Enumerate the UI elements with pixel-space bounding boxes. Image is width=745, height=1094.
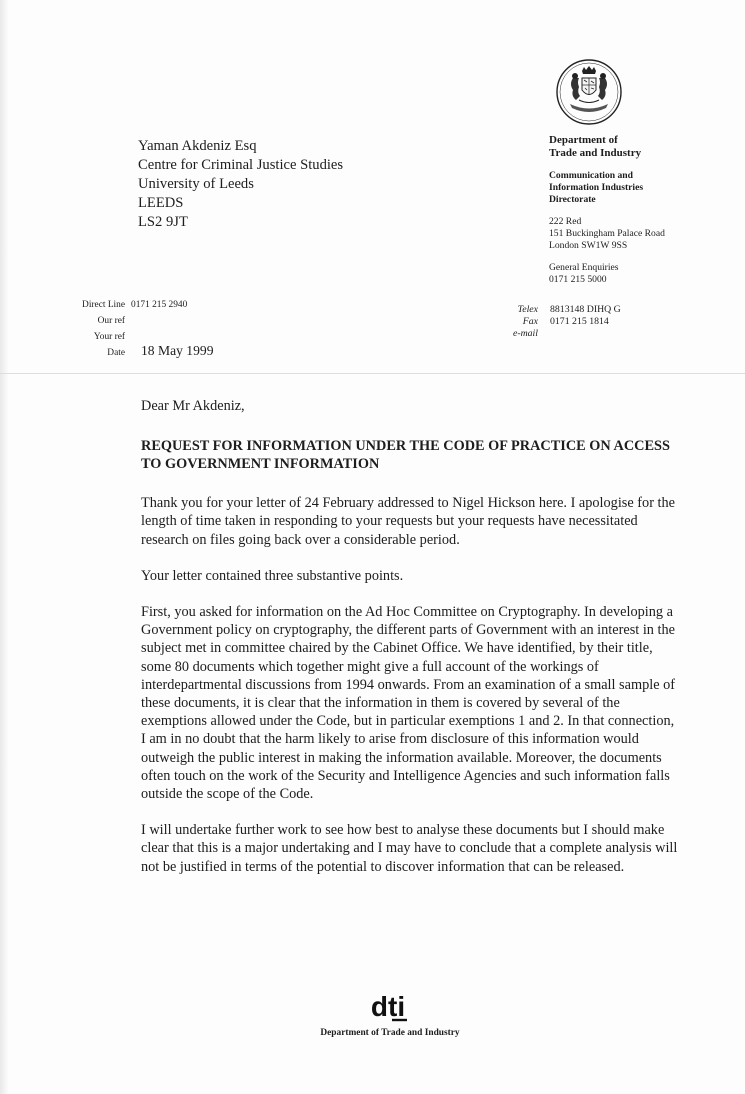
fax-value: 0171 215 1814	[550, 316, 609, 327]
our-ref-row	[40, 313, 220, 329]
recipient-address	[138, 137, 343, 232]
telex-row	[480, 304, 680, 316]
salutation: Dear Mr Akdeniz,	[141, 398, 245, 414]
dti-logo-text: dti	[370, 992, 406, 1022]
telex-label: Telex	[517, 304, 538, 315]
scan-edge-shadow	[0, 0, 8, 1094]
directorate-line: Information Industries	[549, 182, 644, 193]
footer-department-name: Department of Trade and Industry	[320, 1028, 460, 1038]
direct-line-value: 0171 215 2940	[131, 300, 188, 310]
letter-references	[40, 297, 220, 361]
fax-label: Fax	[522, 316, 538, 327]
letter-subject: REQUEST FOR INFORMATION UNDER THE CODE OF PRACTICE ON ACCESS TO GOVERNMENT INFORMATION	[141, 438, 670, 473]
fax-row	[480, 316, 680, 328]
body-paragraph: Thank you for your letter of 24 February addressed to Nigel Hickson here. I apologise for the length of time taken in responding to your requests but your requests have necessitated research on files going back over a considerable period.	[141, 495, 675, 548]
dti-logo-icon	[358, 992, 418, 1024]
letter-date: 18 May 1999	[141, 343, 214, 358]
body-paragraph: Your letter contained three substantive points.	[141, 567, 404, 584]
email-label: e-mail	[512, 328, 538, 339]
our-ref-label: Our ref	[97, 316, 125, 326]
contact-details	[480, 304, 680, 340]
date-label: Date	[107, 348, 125, 358]
direct-line-row	[40, 297, 220, 313]
telex-value: 8813148 DIHQ G	[550, 304, 621, 315]
your-ref-label: Your ref	[93, 332, 125, 342]
recipient-line: Yaman Akdeniz Esq	[138, 138, 257, 154]
letter-body	[141, 397, 681, 894]
email-row	[480, 328, 680, 340]
department-address-line: 151 Buckingham Palace Road	[549, 228, 665, 239]
date-row	[40, 345, 220, 361]
paper-fold-line	[0, 373, 745, 374]
directorate-line: Communication and	[549, 170, 633, 181]
department-address-line: London SW1W 9SS	[549, 240, 628, 251]
directorate-line: Directorate	[549, 194, 596, 205]
department-letterhead	[549, 134, 665, 286]
department-name: Trade and Industry	[549, 147, 642, 159]
department-address-line: 222 Red	[549, 216, 582, 227]
recipient-line: LS2 9JT	[138, 214, 188, 230]
body-paragraph: I will undertake further work to see how best to analyse these documents but I should make clear that this is a major undertaking and I may have to conclude that a complete analysis will not be justified in terms of the potential to discover information that can be released.	[141, 822, 678, 875]
enquiries-phone: 0171 215 5000	[549, 274, 607, 285]
recipient-line: LEEDS	[138, 195, 184, 211]
enquiries-label: General Enquiries	[549, 262, 619, 273]
recipient-line: Centre for Criminal Justice Studies	[138, 157, 344, 173]
body-paragraph: First, you asked for information on the Ad Hoc Committee on Cryptography. In developing a Government policy on cryptography, the different parts of Government with an interest in the subject met in committee chaired by the Cabinet Office. We have identified, by their title, some 80 documents which together might give a full account of the workings of interdepartmental discussions from 1994 onwards. From an examination of a small sample of these documents, it is clear that the information in them is covered by several of the exemptions allowed under the Code, but in particular exemptions 1 and 2. In that connection, I am in no doubt that the harm likely to arise from disclosure of this information would outweigh the public interest in making the information available. Moreover, the documents often touch on the work of the Security and Intelligence Agencies and such information falls outside the scope of the Code.	[141, 604, 676, 803]
direct-line-label: Direct Line	[82, 300, 125, 310]
recipient-line: University of Leeds	[138, 176, 254, 192]
department-name: Department of	[549, 134, 618, 146]
royal-coat-of-arms-icon	[555, 58, 623, 126]
